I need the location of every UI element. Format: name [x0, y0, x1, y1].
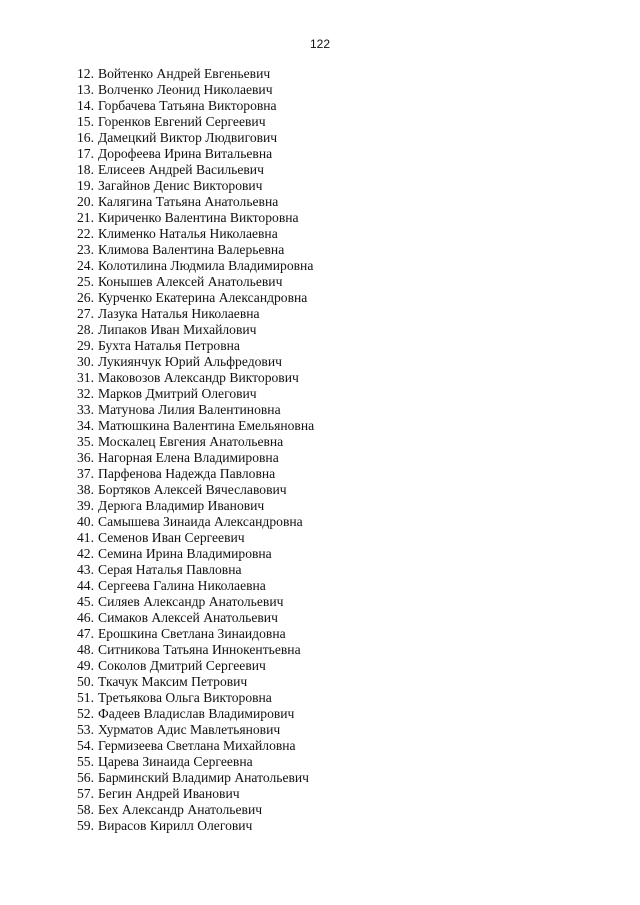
list-item-number: 16. — [77, 130, 94, 145]
list-item-name: Ткачук Максим Петрович — [98, 674, 248, 689]
list-item — [77, 178, 314, 194]
page-number: 122 — [309, 37, 331, 51]
list-item-number: 13. — [77, 82, 94, 97]
list-item — [77, 450, 314, 466]
list-item — [77, 770, 314, 786]
list-item-number: 53. — [77, 722, 94, 737]
list-item — [77, 674, 314, 690]
list-item-name: Калягина Татьяна Анатольевна — [98, 194, 279, 209]
list-item — [77, 354, 314, 370]
list-item-number: 47. — [77, 626, 94, 641]
list-item-number: 26. — [77, 290, 94, 305]
name-list — [77, 66, 314, 834]
list-item — [77, 210, 314, 226]
list-item-name: Бухта Наталья Петровна — [98, 338, 240, 353]
list-item-number: 24. — [77, 258, 94, 273]
list-item — [77, 386, 314, 402]
list-item — [77, 738, 314, 754]
list-item — [77, 130, 314, 146]
list-item-name: Загайнов Денис Викторович — [98, 178, 263, 193]
list-item — [77, 146, 314, 162]
list-item — [77, 370, 314, 386]
list-item-name: Хурматов Адис Мавлетьянович — [98, 722, 281, 737]
list-item-name: Матунова Лилия Валентиновна — [98, 402, 281, 417]
list-item-number: 38. — [77, 482, 94, 497]
list-item-number: 49. — [77, 658, 94, 673]
list-item — [77, 562, 314, 578]
list-item-name: Нагорная Елена Владимировна — [98, 450, 279, 465]
list-item-number: 34. — [77, 418, 94, 433]
list-item — [77, 706, 314, 722]
list-item-number: 19. — [77, 178, 94, 193]
list-item-name: Ерошкина Светлана Зинаидовна — [98, 626, 286, 641]
list-item-number: 42. — [77, 546, 94, 561]
list-item-number: 43. — [77, 562, 94, 577]
list-item — [77, 98, 314, 114]
list-item — [77, 258, 314, 274]
list-item-number: 37. — [77, 466, 94, 481]
list-item-name: Липаков Иван Михайлович — [98, 322, 257, 337]
list-item-number: 12. — [77, 66, 94, 81]
list-item-name: Фадеев Владислав Владимирович — [98, 706, 295, 721]
list-item-number: 58. — [77, 802, 94, 817]
list-item-name: Вирасов Кирилл Олегович — [98, 818, 253, 833]
list-item-number: 29. — [77, 338, 94, 353]
list-item — [77, 722, 314, 738]
list-item-name: Колотилина Людмила Владимировна — [98, 258, 314, 273]
list-item — [77, 802, 314, 818]
list-item-number: 15. — [77, 114, 94, 129]
list-item-name: Ситникова Татьяна Иннокентьевна — [98, 642, 301, 657]
list-item-number: 33. — [77, 402, 94, 417]
list-item-number: 41. — [77, 530, 94, 545]
list-item-number: 17. — [77, 146, 94, 161]
list-item-name: Матюшкина Валентина Емельяновна — [98, 418, 315, 433]
list-item-name: Семина Ирина Владимировна — [98, 546, 272, 561]
list-item-name: Курченко Екатерина Александровна — [98, 290, 308, 305]
list-item-name: Лазука Наталья Николаевна — [98, 306, 260, 321]
list-item-number: 35. — [77, 434, 94, 449]
list-item-name: Семенов Иван Сергеевич — [98, 530, 245, 545]
list-item-number: 27. — [77, 306, 94, 321]
list-item — [77, 754, 314, 770]
list-item-name: Волченко Леонид Николаевич — [98, 82, 273, 97]
list-item-name: Самышева Зинаида Александровна — [98, 514, 303, 529]
list-item-name: Дорофеева Ирина Витальевна — [98, 146, 273, 161]
list-item — [77, 530, 314, 546]
list-item-name: Третьякова Ольга Викторовна — [98, 690, 272, 705]
list-item — [77, 306, 314, 322]
list-item-name: Елисеев Андрей Васильевич — [98, 162, 264, 177]
list-item-name: Силяев Александр Анатольевич — [98, 594, 284, 609]
list-item — [77, 642, 314, 658]
list-item-number: 48. — [77, 642, 94, 657]
list-item — [77, 690, 314, 706]
list-item — [77, 162, 314, 178]
list-item — [77, 610, 314, 626]
list-item-number: 50. — [77, 674, 94, 689]
list-item — [77, 786, 314, 802]
list-item-name: Кириченко Валентина Викторовна — [98, 210, 299, 225]
list-item-name: Серая Наталья Павловна — [98, 562, 242, 577]
list-item-name: Клименко Наталья Николаевна — [98, 226, 278, 241]
list-item — [77, 626, 314, 642]
list-item-number: 54. — [77, 738, 94, 753]
list-item — [77, 242, 314, 258]
list-item-name: Войтенко Андрей Евгеньевич — [98, 66, 271, 81]
list-item-name: Горбачева Татьяна Викторовна — [98, 98, 277, 113]
list-item-number: 45. — [77, 594, 94, 609]
list-item-name: Лукиянчук Юрий Альфредович — [98, 354, 282, 369]
list-item-name: Москалец Евгения Анатольевна — [98, 434, 284, 449]
list-item-name: Конышев Алексей Анатольевич — [98, 274, 283, 289]
list-item — [77, 338, 314, 354]
list-item — [77, 418, 314, 434]
list-item — [77, 818, 314, 834]
list-item-name: Бортяков Алексей Вячеславович — [98, 482, 287, 497]
list-item-number: 56. — [77, 770, 94, 785]
list-item — [77, 434, 314, 450]
list-item-number: 55. — [77, 754, 94, 769]
list-item — [77, 322, 314, 338]
list-item-name: Горенков Евгений Сергеевич — [98, 114, 266, 129]
list-item — [77, 546, 314, 562]
list-item — [77, 66, 314, 82]
list-item — [77, 274, 314, 290]
list-item-number: 51. — [77, 690, 94, 705]
list-item-name: Барминский Владимир Анатольевич — [98, 770, 310, 785]
list-item-number: 18. — [77, 162, 94, 177]
list-item-name: Маковозов Александр Викторович — [98, 370, 299, 385]
list-item — [77, 194, 314, 210]
list-item-number: 40. — [77, 514, 94, 529]
list-item-number: 28. — [77, 322, 94, 337]
list-item — [77, 658, 314, 674]
list-item-number: 44. — [77, 578, 94, 593]
list-item — [77, 290, 314, 306]
list-item-name: Симаков Алексей Анатольевич — [98, 610, 278, 625]
list-item-number: 32. — [77, 386, 94, 401]
list-item-number: 59. — [77, 818, 94, 833]
list-item-number: 14. — [77, 98, 94, 113]
list-item-number: 25. — [77, 274, 94, 289]
list-item — [77, 402, 314, 418]
list-item-number: 21. — [77, 210, 94, 225]
list-item-name: Парфенова Надежда Павловна — [98, 466, 276, 481]
list-item — [77, 514, 314, 530]
list-item-name: Бех Александр Анатольевич — [98, 802, 263, 817]
list-item — [77, 482, 314, 498]
list-item — [77, 82, 314, 98]
list-item-number: 52. — [77, 706, 94, 721]
list-item-name: Дерюга Владимир Иванович — [98, 498, 265, 513]
list-item-name: Соколов Дмитрий Сергеевич — [98, 658, 266, 673]
list-item — [77, 466, 314, 482]
list-item — [77, 114, 314, 130]
list-item-name: Дамецкий Виктор Людвигович — [98, 130, 278, 145]
list-item-number: 31. — [77, 370, 94, 385]
list-item-name: Бегин Андрей Иванович — [98, 786, 240, 801]
list-item — [77, 498, 314, 514]
list-item-number: 39. — [77, 498, 94, 513]
list-item-number: 57. — [77, 786, 94, 801]
list-item-number: 30. — [77, 354, 94, 369]
list-item-number: 36. — [77, 450, 94, 465]
list-item-number: 22. — [77, 226, 94, 241]
list-item — [77, 594, 314, 610]
list-item-number: 20. — [77, 194, 94, 209]
list-item-name: Сергеева Галина Николаевна — [98, 578, 266, 593]
list-item-name: Гермизеева Светлана Михайловна — [98, 738, 296, 753]
list-item-name: Климова Валентина Валерьевна — [98, 242, 285, 257]
list-item-number: 46. — [77, 610, 94, 625]
list-item-name: Царева Зинаида Сергеевна — [98, 754, 253, 769]
list-item — [77, 226, 314, 242]
list-item-number: 23. — [77, 242, 94, 257]
list-item — [77, 578, 314, 594]
list-item-name: Марков Дмитрий Олегович — [98, 386, 257, 401]
